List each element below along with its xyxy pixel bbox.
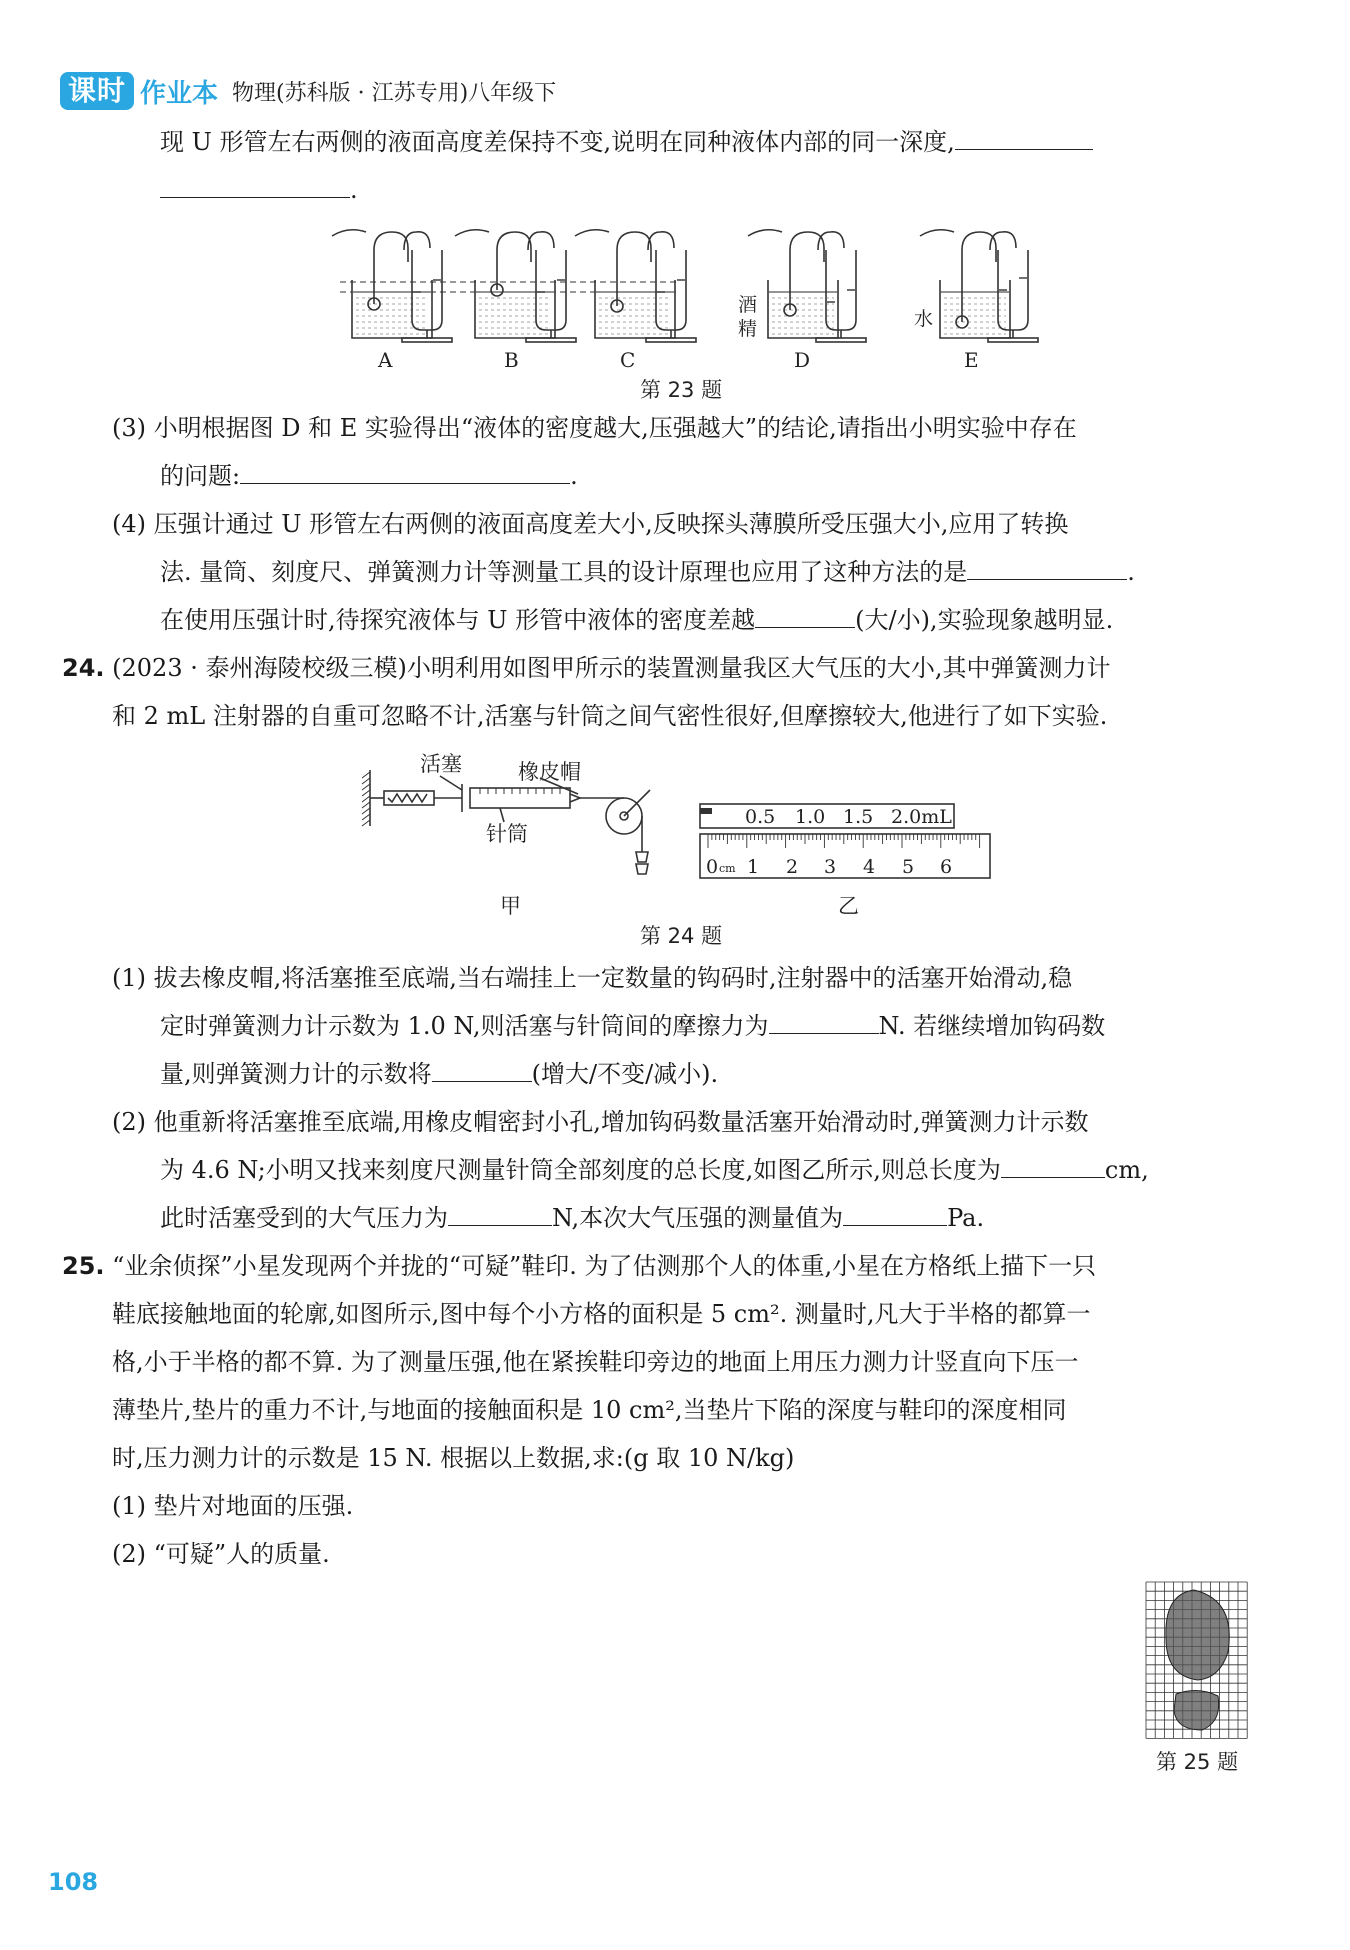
hand-2	[575, 230, 609, 236]
beaker-1	[475, 280, 555, 338]
u-tube-3	[826, 250, 856, 330]
probe-tube-1	[497, 232, 531, 290]
connect-tube-0	[404, 232, 430, 250]
q23-part3-line1: (3) 小明根据图 D 和 E 实验得出“液体的密度越大,压强越大”的结论,请指出小明实验中存在	[112, 414, 1077, 442]
q25-line1: 25. “业余侦探”小星发现两个并拢的“可疑”鞋印. 为了估测那个人的体重,小星在方格纸上描下一只	[62, 1252, 1097, 1280]
connect-tube-2	[648, 232, 674, 250]
wall-hatch	[362, 802, 370, 808]
syringe-barrel	[470, 788, 570, 808]
probe-tube-4	[962, 232, 996, 322]
connect-tube-1	[528, 232, 554, 250]
ruler-6: 6	[940, 856, 953, 878]
q25-line2: 鞋底接触地面的轮廓,如图所示,图中每个小方格的面积是 5 cm². 测量时,凡大于半格的都算一	[112, 1300, 1091, 1328]
series-name: 作业本	[140, 78, 219, 109]
wall-hatch	[362, 772, 370, 778]
syringe-scale-2: 1.5	[843, 806, 874, 828]
fig23-label-d: D	[794, 348, 811, 372]
probe-head-4	[956, 316, 968, 328]
syringe-scale-3: 2.0mL	[891, 806, 952, 828]
ruler-1: 1	[747, 856, 760, 878]
q23-part4-line2: 法. 量筒、刻度尺、弹簧测力计等测量工具的设计原理也应用了这种方法的是 .	[160, 548, 1135, 596]
piston-pointer	[440, 776, 462, 790]
probe-tube-0	[374, 232, 408, 304]
page-header	[60, 70, 556, 112]
fig23-alcohol-1: 酒	[738, 294, 758, 316]
ruler-4: 4	[863, 856, 876, 878]
hand-3	[748, 230, 782, 236]
beaker-2	[595, 280, 675, 338]
stand-base-2	[646, 338, 696, 342]
pulley-mount	[624, 790, 650, 816]
q24-number: 24.	[62, 654, 105, 682]
stand-base-4	[988, 338, 1038, 342]
q23-line1: 现 U 形管左右两侧的液面高度差保持不变,说明在同种液体内部的同一深度,	[160, 118, 1093, 166]
fig24-cap-label: 橡皮帽	[518, 760, 581, 784]
probe-head-3	[784, 304, 796, 316]
u-tube-0	[412, 250, 442, 330]
spring-coil	[388, 794, 427, 802]
q24-part2-line2: 为 4.6 N;小明又找来刻度尺测量针筒全部刻度的总长度,如图乙所示,则总长度为 cm,	[160, 1146, 1149, 1194]
gauge-2	[575, 230, 696, 342]
gauge-4	[920, 230, 1038, 342]
q25-sub1: (1) 垫片对地面的压强.	[112, 1492, 354, 1520]
q24-part2-line3: 此时活塞受到的大气压力为 N,本次大气压强的测量值为 Pa.	[160, 1194, 984, 1242]
fig24-caption: 第 24 题	[640, 924, 723, 948]
wall-hatch	[362, 778, 370, 784]
q24-part1-line3: 量,则弹簧测力计的示数将 (增大/不变/减小).	[160, 1050, 718, 1098]
q25-line3: 格,小于半格的都不算. 为了测量压强,他在紧挨鞋印旁边的地面上用压力测力计竖直向下压一	[112, 1348, 1079, 1376]
page-number: 108	[48, 1868, 99, 1896]
fig23-label-a: A	[378, 348, 393, 372]
q24-line1: 24. (2023 · 泰州海陵校级三模)小明利用如图甲所示的装置测量我区大气压的大小,其中弹簧测力计	[62, 654, 1111, 682]
hand-4	[920, 230, 954, 236]
q23-line2: .	[160, 166, 358, 214]
wall-hatch	[362, 808, 370, 814]
ruler-0: 0	[706, 856, 719, 878]
hand-0	[332, 230, 366, 236]
u-tube-4	[998, 250, 1028, 330]
q24-part1-line1: (1) 拔去橡皮帽,将活塞推至底端,当右端挂上一定数量的钩码时,注射器中的活塞开始滑动,稳	[112, 964, 1073, 992]
probe-tube-3	[790, 232, 824, 310]
fig24-piston-label: 活塞	[420, 752, 462, 776]
wall-hatch	[362, 784, 370, 790]
probe-head-0	[368, 298, 380, 310]
wall-hatch	[362, 790, 370, 796]
beaker-4	[940, 280, 1010, 338]
q25-sub2: (2) “可疑”人的质量.	[112, 1540, 330, 1568]
stand-base-0	[402, 338, 452, 342]
syringe-scale-0: 0.5	[745, 806, 776, 828]
fig23-label-c: C	[620, 348, 636, 372]
probe-head-2	[611, 300, 623, 312]
gauge-0	[332, 230, 452, 342]
stand-base-1	[526, 338, 576, 342]
fig25-caption: 第 25 题	[1156, 1750, 1239, 1774]
q24-part2-line1: (2) 他重新将活塞推至底端,用橡皮帽密封小孔,增加钩码数量活塞开始滑动时,弹簧测力计示数	[112, 1108, 1089, 1136]
wall-hatch	[362, 820, 370, 826]
fig24-yi-label: 乙	[838, 894, 859, 918]
gauge-1	[455, 230, 576, 342]
pulley-axle	[620, 812, 628, 820]
q24-line2: 和 2 mL 注射器的自重可忽略不计,活塞与针筒之间气密性很好,但摩擦较大,他进行了如下实验.	[112, 702, 1108, 730]
probe-head-1	[491, 284, 503, 296]
shoe-forefoot	[1166, 1590, 1229, 1680]
subject-title: 物理(苏科版 · 江苏专用)八年级下	[232, 80, 557, 106]
u-tube-1	[536, 250, 566, 330]
ruler-3: 3	[824, 856, 837, 878]
syringe-nozzle	[570, 794, 580, 802]
q25-line4: 薄垫片,垫片的重力不计,与地面的接触面积是 10 cm²,当垫片下陷的深度与鞋印的深度相同	[112, 1396, 1067, 1424]
ruler-2: 2	[786, 856, 799, 878]
beaker-3	[768, 280, 838, 338]
fig24-barrel-label: 针筒	[486, 822, 528, 846]
ruler-5: 5	[902, 856, 915, 878]
q24-part1-line2: 定时弹簧测力计示数为 1.0 N,则活塞与针筒间的摩擦力为 N. 若继续增加钩码数	[160, 1002, 1105, 1050]
syringe-scale-1: 1.0	[795, 806, 826, 828]
beaker-0	[352, 280, 432, 338]
fig23-label-e: E	[964, 348, 979, 372]
hand-1	[455, 230, 489, 236]
connect-tube-4	[990, 232, 1016, 250]
q23-part4-line3: 在使用压强计时,待探究液体与 U 形管中液体的密度差越 (大/小),实验现象越明显.	[160, 596, 1113, 644]
fig24-jia-label: 甲	[500, 894, 521, 918]
ruler-unit: cm	[719, 862, 736, 875]
wall-hatch	[362, 814, 370, 820]
u-tube-2	[656, 250, 686, 330]
connect-tube-3	[818, 232, 844, 250]
fig23-label-b: B	[504, 348, 519, 372]
probe-tube-2	[617, 232, 651, 306]
series-logo: 课时	[60, 72, 134, 110]
syringe-b-tip	[700, 808, 712, 814]
pulley	[606, 798, 642, 834]
q23-part3-line2: 的问题: .	[160, 452, 578, 500]
shoe-heel	[1174, 1690, 1219, 1730]
hook-weights	[636, 852, 648, 874]
q25-number: 25.	[62, 1252, 105, 1280]
q23-part4-line1: (4) 压强计通过 U 形管左右两侧的液面高度差大小,反映探头薄膜所受压强大小,应用了转换	[112, 510, 1069, 538]
spring-scale	[384, 791, 434, 805]
q25-line5: 时,压力测力计的示数是 15 N. 根据以上数据,求:(g 取 10 N/kg)	[112, 1444, 795, 1472]
wall-hatch	[362, 796, 370, 802]
stand-base-3	[816, 338, 866, 342]
gauge-3	[748, 230, 866, 342]
fig23-water: 水	[914, 308, 934, 330]
fig23-alcohol-2: 精	[738, 318, 758, 340]
fig23-caption: 第 23 题	[640, 378, 723, 402]
